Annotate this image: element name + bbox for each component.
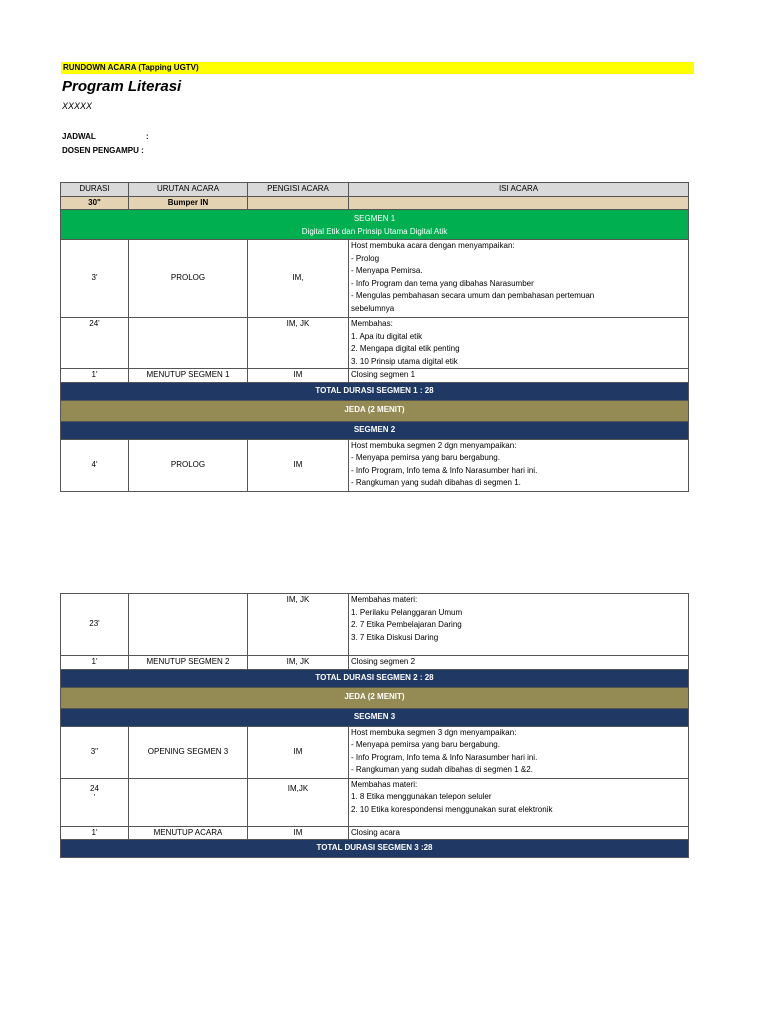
row-durasi: 24 ' [61, 778, 129, 826]
rundown-table-page2 [60, 593, 689, 858]
col-urutan: URUTAN ACARA [129, 183, 248, 197]
jadwal-value: : [146, 132, 149, 141]
table-row [61, 369, 689, 383]
table-row [61, 778, 689, 826]
dosen-label: DOSEN PENGAMPU : [62, 146, 144, 155]
jadwal-line [62, 131, 149, 143]
bumper-durasi: 30" [61, 196, 129, 210]
jeda-1: JEDA (2 MENIT) [61, 400, 689, 421]
col-durasi: DURASI [61, 183, 129, 197]
col-isi: ISI ACARA [349, 183, 689, 197]
row-isi: Membahas: 1. Apa itu digital etik 2. Mengapa digital etik penting 3. 10 Prinsip utama digital etik [349, 318, 689, 369]
table-row [61, 594, 689, 656]
table-row [61, 318, 689, 369]
row-urutan: OPENING SEGMEN 3 [129, 726, 248, 778]
segmen1-title: SEGMEN 1 [353, 213, 396, 223]
total-segmen3: TOTAL DURASI SEGMEN 3 :28 [61, 840, 689, 858]
row-durasi: 1' [61, 656, 129, 670]
row-pengisi: IM [248, 826, 349, 840]
row-durasi: 3' [61, 240, 129, 318]
row-urutan: MENUTUP SEGMEN 1 [129, 369, 248, 383]
row-pengisi: IM, JK [248, 318, 349, 369]
segmen3-header: SEGMEN 3 [61, 708, 689, 726]
col-pengisi: PENGISI ACARA [248, 183, 349, 197]
row-pengisi: IM, JK [248, 656, 349, 670]
row-urutan: MENUTUP SEGMEN 2 [129, 656, 248, 670]
program-name: Program Literasi [62, 78, 182, 95]
row-urutan [129, 318, 248, 369]
segmen1-subtitle: Digital Etik dan Prinsip Utama Digital Atik [301, 226, 448, 236]
row-isi: Membahas materi: 1. 8 Etika menggunakan telepon seluler 2. 10 Etika korespondensi menggunakan surat elektronik [349, 778, 689, 826]
row-durasi: 1' [61, 369, 129, 383]
segmen2-header: SEGMEN 2 [61, 421, 689, 439]
row-isi: Membahas materi: 1. Perilaku Pelanggaran Umum 2. 7 Etika Pembelajaran Daring 3. 7 Etika Diskusi Daring [349, 594, 689, 656]
row-durasi: 4' [61, 439, 129, 491]
row-durasi: 24' [61, 318, 129, 369]
table-row [61, 826, 689, 840]
row-isi: Closing acara [349, 826, 689, 840]
program-placeholder: XXXXX [62, 101, 93, 111]
bumper-urutan: Bumper IN [129, 196, 248, 210]
row-urutan: MENUTUP ACARA [129, 826, 248, 840]
rundown-table-page1 [60, 182, 689, 492]
row-isi: Host membuka segmen 3 dgn menyampaikan: - Menyapa pemirsa yang baru bergabung. - Info Program, Info tema & Info Narasumber hari ini. - Rangkuman yang sudah dibahas di segmen 1 &2. [349, 726, 689, 778]
row-isi: Host membuka segmen 2 dgn menyampaikan: - Menyapa pemirsa yang baru bergabung. - Info Program, Info tema & Info Narasumber hari ini. - Rangkuman yang sudah dibahas di segmen 1. [349, 439, 689, 491]
row-isi: Closing segmen 2 [349, 656, 689, 670]
row-urutan [129, 594, 248, 656]
table-row [61, 240, 689, 318]
row-urutan: PROLOG [129, 240, 248, 318]
jadwal-label: JADWAL [62, 132, 96, 141]
rundown-title: RUNDOWN ACARA (Tapping UGTV) [61, 62, 694, 74]
row-durasi: 3'' [61, 726, 129, 778]
row-durasi: 23' [61, 594, 129, 656]
row-isi: Closing segmen 1 [349, 369, 689, 383]
row-pengisi: IM [248, 369, 349, 383]
table-row [61, 439, 689, 491]
row-urutan [129, 778, 248, 826]
row-pengisi: IM, [248, 240, 349, 318]
table-row [61, 656, 689, 670]
table-header-row [61, 183, 689, 197]
total-segmen2: TOTAL DURASI SEGMEN 2 : 28 [61, 669, 689, 687]
row-pengisi: IM [248, 726, 349, 778]
total-segmen1: TOTAL DURASI SEGMEN 1 : 28 [61, 382, 689, 400]
table-row [61, 726, 689, 778]
row-pengisi: IM,JK [248, 778, 349, 826]
row-pengisi: IM, JK [248, 594, 349, 656]
row-durasi: 1' [61, 826, 129, 840]
segmen1-header [61, 210, 689, 240]
row-pengisi: IM [248, 439, 349, 491]
row-isi: Host membuka acara dengan menyampaikan: - Prolog - Menyapa Pemirsa. - Info Program dan tema yang dibahas Narasumber - Mengulas pembahasan secara umum dan pembahasan pertemuan sebelumnya [349, 240, 689, 318]
row-urutan: PROLOG [129, 439, 248, 491]
bumper-row [61, 196, 689, 210]
jeda-2: JEDA (2 MENIT) [61, 687, 689, 708]
